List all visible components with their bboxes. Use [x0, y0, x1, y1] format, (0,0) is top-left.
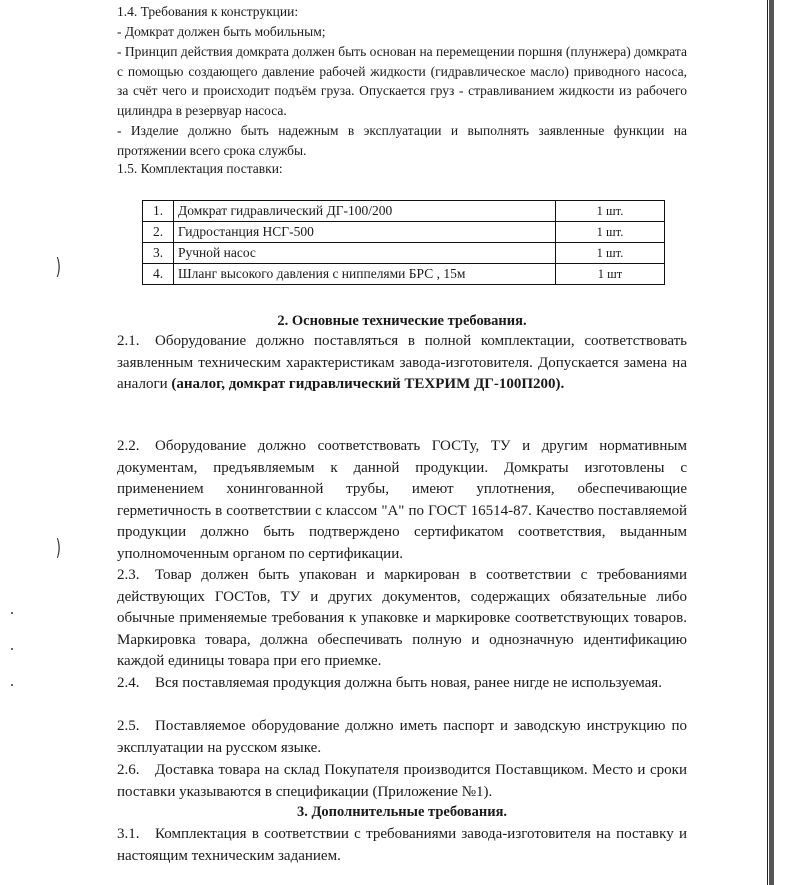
- table-row: [143, 201, 665, 222]
- paragraph-text: Вся поставляемая продукция должна быть новая, ранее нигде не используемая.: [155, 675, 662, 691]
- paragraph-text: Товар должен быть упакован и маркирован в соответствии с требованиями действующих ГОСТов, ТУ и других документов, содержащих обязательные либо обычные применяемые требования к упаковке и маркировке соответствующих товаров. Маркировка товара, должна обеспечивать полную и однозначную идентификацию каждой единицы товара при его приемке.: [117, 567, 687, 669]
- item-name: Шланг высокого давления с ниппелями БРС , 15м: [174, 264, 556, 285]
- paragraph-number: 2.6.: [117, 762, 140, 778]
- page-edge-line: [767, 0, 768, 885]
- item-quantity: 1 шт.: [556, 222, 665, 243]
- row-number: 3.: [143, 243, 174, 264]
- section-1-4-heading: 1.4. Требования к конструкции:: [117, 4, 299, 19]
- paragraph-2-1: [117, 331, 687, 396]
- paragraph-number: 3.1.: [117, 826, 140, 842]
- item-name: Гидростанция НСГ-500: [174, 222, 556, 243]
- requirement-principle: - Принцип действия домкрата должен быть основан на перемещении поршня (плунжера) домкрата с помощью создающего давление рабочей жидкости (гидравлическое масло) приводного насоса, за счёт чего и происходит подъём груза. Опускается груз - стравливанием жидкости из рабочего цилиндра в резервуар насоса.: [117, 44, 687, 118]
- scan-speck: [11, 684, 13, 686]
- row-number: 4.: [143, 264, 174, 285]
- scan-speck: [11, 648, 13, 650]
- table-row: [143, 222, 665, 243]
- table-row: [143, 243, 665, 264]
- section-2-heading: 2. Основные технические требования.: [277, 313, 527, 329]
- row-number: 1.: [143, 201, 174, 222]
- item-name: Ручной насос: [174, 243, 556, 264]
- item-quantity: 1 шт.: [556, 243, 665, 264]
- paragraph-text: Поставляемое оборудование должно иметь паспорт и заводскую инструкцию по эксплуатации на русском языке.: [117, 718, 687, 756]
- binder-hole-mark: ): [55, 536, 61, 561]
- paragraph-2-4: [117, 673, 687, 695]
- section-3-heading: 3. Дополнительные требования.: [296, 804, 508, 820]
- paragraph-text: Комплектация в соответствии с требованиями завода-изготовителя на поставку и настоящим техническим заданием.: [117, 826, 687, 864]
- paragraph-2-6: [117, 760, 687, 803]
- section-1-5-heading: 1.5. Комплектация поставки:: [117, 161, 283, 176]
- paragraph-number: 2.4.: [117, 675, 140, 691]
- requirement-reliability: - Изделие должно быть надежным в эксплуатации и выполнять заявленные функции на протяжении всего срока службы.: [117, 123, 687, 158]
- paragraph-text: Оборудование должно соответствовать ГОСТу, ТУ и другим нормативным документам, предъявляемым к данной продукции. Домкраты изготовлены с применением хонингованной трубы, имеют уплотнения, обеспечивающие герметичность в соответствии с классом "А" по ГОСТ 16514-87. Качество поставляемой продукции должно быть подтверждено сертификатом соответствия, выданным уполномоченным органом по сертификации.: [117, 438, 687, 562]
- paragraph-number: 2.1.: [117, 333, 140, 349]
- item-name: Домкрат гидравлический ДГ-100/200: [174, 201, 556, 222]
- item-quantity: 1 шт.: [556, 201, 665, 222]
- paragraph-2-3: [117, 565, 687, 673]
- paragraph-2-2: [117, 436, 687, 565]
- row-number: 2.: [143, 222, 174, 243]
- delivery-kit-table: [142, 200, 665, 285]
- paragraph-number: 2.5.: [117, 718, 140, 734]
- page-edge-shadow: [769, 0, 774, 885]
- scan-speck: [11, 612, 13, 614]
- paragraph-number: 2.2.: [117, 438, 140, 454]
- table-row: [143, 264, 665, 285]
- item-quantity: 1 шт: [556, 264, 665, 285]
- requirement-mobile: - Домкрат должен быть мобильным;: [117, 24, 326, 39]
- analog-note: (аналог, домкрат гидравлический ТЕХРИМ ДГ-100П200).: [171, 376, 565, 392]
- paragraph-text: Доставка товара на склад Покупателя производится Поставщиком. Место и сроки поставки указываются в спецификации (Приложение №1).: [117, 762, 687, 800]
- paragraph-number: 2.3.: [117, 567, 140, 583]
- binder-hole-mark: ): [55, 255, 61, 280]
- paragraph-3-1: [117, 824, 687, 867]
- paragraph-text: Оборудование должно поставляться в полной комплектации, соответствовать заявленным техническим характеристикам завода-изготовителя. Допускается замена на аналоги: [117, 333, 687, 392]
- paragraph-2-5: [117, 716, 687, 759]
